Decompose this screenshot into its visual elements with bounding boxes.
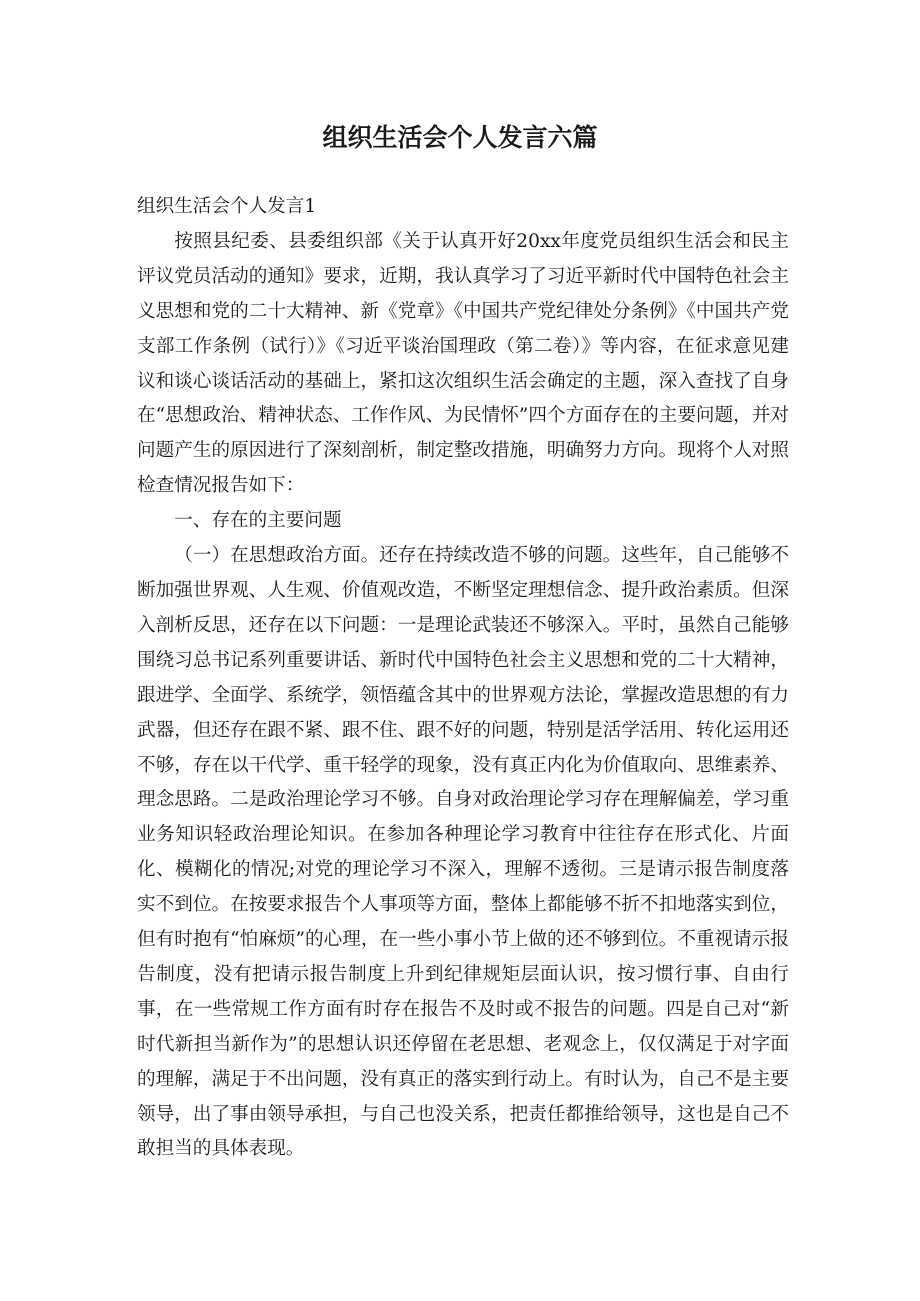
section-heading: 一、存在的主要问题 (174, 510, 342, 532)
intro-paragraph: 按照县纪委、县委组织部《关于认真开好20xx年度党员组织生活会和民主评议党员活动的通知》要求，近期，我认真学习了习近平新时代中国特色社会主义思想和党的二十大精神、新《党章》《中国共产党纪律处分条例》《中国共产党支部工作条例（试行）》《习近平谈治国理政（第二卷）》等内容，在征求意见建议和谈心谈话活动的基础上，紧扣这次组织生活会确定的主题，深入查找了自身在“思想政治、精神状态、工作作风、为民情怀”四个方面存在的主要问题，并对问题产生的原因进行了深刻剖析，制定整改措施，明确努力方向。现将个人对照检查情况报告如下： (137, 230, 789, 497)
document-body (137, 190, 789, 1167)
body-paragraph: （一）在思想政治方面。还存在持续改造不够的问题。这些年，自己能够不断加强世界观、人生观、价值观改造，不断坚定理想信念、提升政治素质。但深入剖析反思，还存在以下问题：一是理论武装还不够深入。平时，虽然自己能够围绕习总书记系列重要讲话、新时代中国特色社会主义思想和党的二十大精神，跟进学、全面学、系统学，领悟蕴含其中的世界观方法论，掌握改造思想的有力武器，但还存在跟不紧、跟不住、跟不好的问题，特别是活学活用、转化运用还不够，存在以干代学、重干轻学的现象，没有真正内化为价值取向、思维素养、理念思路。二是政治理论学习不够。自身对政治理论学习存在理解偏差，学习重业务知识轻政治理论知识。在参加各种理论学习教育中往往存在形式化、片面化、模糊化的情况;对党的理论学习不深入，理解不透彻。三是请示报告制度落实不到位。在按要求报告个人事项等方面，整体上都能够不折不扣地落实到位，但有时抱有“怕麻烦”的心理，在一些小事小节上做的还不够到位。不重视请示报告制度，没有把请示报告制度上升到纪律规矩层面认识，按习惯行事、自由行事，在一些常规工作方面有时存在报告不及时或不报告的问题。四是自己对“新时代新担当新作为”的思想认识还停留在老思想、老观念上，仅仅满足于对字面的理解，满足于不出问题，没有真正的落实到行动上。有时认为，自己不是主要领导，出了事由领导承担，与自己也没关系，把责任都推给领导，这也是自己不敢担当的具体表现。 (137, 545, 789, 1160)
document-title: 组织生活会个人发言六篇 (322, 123, 598, 152)
section-subtitle: 组织生活会个人发言1 (137, 196, 317, 217)
